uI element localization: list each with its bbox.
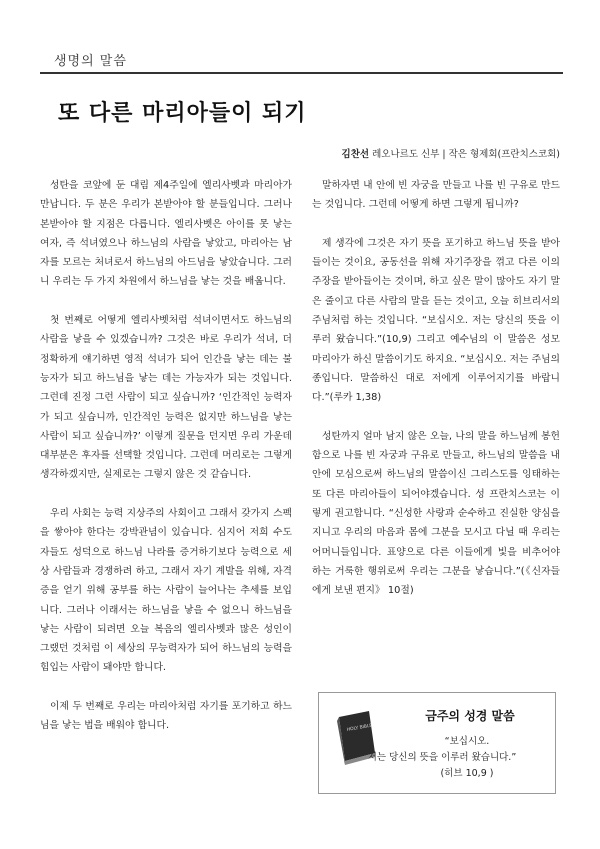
bible-quote-line2: 저는 당신의 뜻을 이루러 왔습니다.”: [367, 752, 517, 763]
section-label: 생명의 말씀: [54, 54, 127, 69]
byline: [342, 146, 560, 160]
paragraph: 이제 두 번째로 우리는 마리아처럼 자기를 포기하고 하느님을 낳는 법을 배워야 합니다.: [40, 701, 292, 732]
author-name: 김찬선: [341, 149, 370, 160]
paragraph: 말하자면 내 안에 빈 자궁을 만들고 나를 빈 구유로 만드는 것입니다. 그런데 어떻게 하면 그렇게 됩니까?: [312, 180, 560, 211]
article-title: 또 다른 마리아들이 되기: [58, 100, 307, 126]
paragraph: 성탄을 코앞에 둔 대림 제4주일에 엘리사벳과 마리아가 만납니다. 두 분은 우리가 본받아야 할 분들입니다. 그러나 본받아야 할 지점은 다릅니다. 엘리사벳은 아이를 못 낳는 여자, 즉 석녀였으나 하느님의 사람을 낳았고, 마리아는 남자를 모르는 처녀로서 하느님의 아드님을 낳았습니다. 그러니 우리는 두 가지 차원에서 하느님을 낳는 것을 배웁니다.: [40, 180, 292, 288]
bible-box-title: 금주의 성경 말씀: [425, 709, 515, 723]
paragraph: 우리 사회는 능력 지상주의 사회이고 그래서 갖가지 스펙을 쌓아야 한다는 강박관념이 있습니다. 심지어 저희 수도자들도 성덕으로 하느님 나라를 증거하기보다 능력으로 세상 사람들과 경쟁하려 하고, 그래서 자기 계발을 위해, 자격증을 얻기 위해 공부를 하는 사람이 늘어나는 추세를 보입니다. 그러나 이래서는 하느님을 낳을 수 없으니 하느님을 낳는 사람이 되려면 오늘 복음의 엘리사벳과 많은 성인이 그랬던 것처럼 이 세상의 무능력자가 되어 하느님의 능력을 힘입는 사람이 돼야만 합니다.: [40, 508, 292, 674]
bible-reference: (히브 10,9 ): [440, 768, 494, 779]
left-column: [40, 176, 292, 755]
paragraph: 첫 번째로 어떻게 엘리사벳처럼 석녀이면서도 하느님의 사람을 낳을 수 있겠습니까? 그것은 바로 우리가 석녀, 더 정확하게 얘기하면 영적 석녀가 되어 인간을 낳는 데는 불능자가 되고 하느님을 낳는 데는 가능자가 되는 것입니다. 그런데 진정 그런 사람이 되고 싶습니까? ‘인간적인 능력자가 되고 싶습니까, 인간적인 능력은 없지만 하느님을 낳는 사람이 되고 싶습니까?’ 이렇게 질문을 던지면 우리 가운데 대부분은 후자를 선택할 것입니다. 그런데 머리로는 그렇게 생각하겠지만, 실제로는 그렇지 않은 것 같습니다.: [40, 315, 292, 481]
bible-cover-text: HOLY BIBLE: [346, 723, 373, 733]
bible-quote-line1: “보십시오.: [444, 736, 490, 747]
author-info: 레오나르도 신부 | 작은 형제회(프란치스코회): [372, 149, 560, 160]
paragraph: 성탄까지 얼마 남지 않은 오늘, 나의 말을 하느님께 봉헌함으로 나를 빈 자궁과 구유로 만들고, 하느님의 말씀을 내 안에 모심으로써 하느님의 말씀이신 그리스도를 잉태하는 또 다른 마리아들이 되어야겠습니다. 성 프란치스코는 이렇게 권고합니다. “신성한 사랑과 순수하고 진실한 양심을 지니고 우리의 마음과 몸에 그분을 모시고 다닐 때 우리는 어머니들입니다. 표양으로 다른 이들에게 빛을 비추어야 하는 거룩한 행위로써 우리는 그분을 낳습니다.”(《신자들에게 보낸 편지》 10절): [312, 430, 560, 597]
right-column: [312, 176, 560, 620]
paragraph: 제 생각에 그것은 자기 뜻을 포기하고 하느님 뜻을 받아들이는 것이요, 공동선을 위해 자기주장을 꺾고 다른 이의 주장을 받아들이는 것이며, 하고 싶은 말이 많아도 자기 말은 줄이고 다른 사람의 말을 듣는 것이고, 오늘 히브리서의 주님처럼 하는 것입니다. “보십시오. 저는 당신의 뜻을 이루러 왔습니다.”(10,9) 그리고 예수님의 이 말씀은 성모 마리아가 하신 말씀이기도 하지요. “보십시오. 저는 주님의 종입니다. 말씀하신 대로 저에게 이루어지기를 바랍니다.”(루카 1,38): [312, 237, 560, 404]
weekly-bible-verse-box: [318, 692, 556, 794]
section-header: [40, 44, 563, 74]
